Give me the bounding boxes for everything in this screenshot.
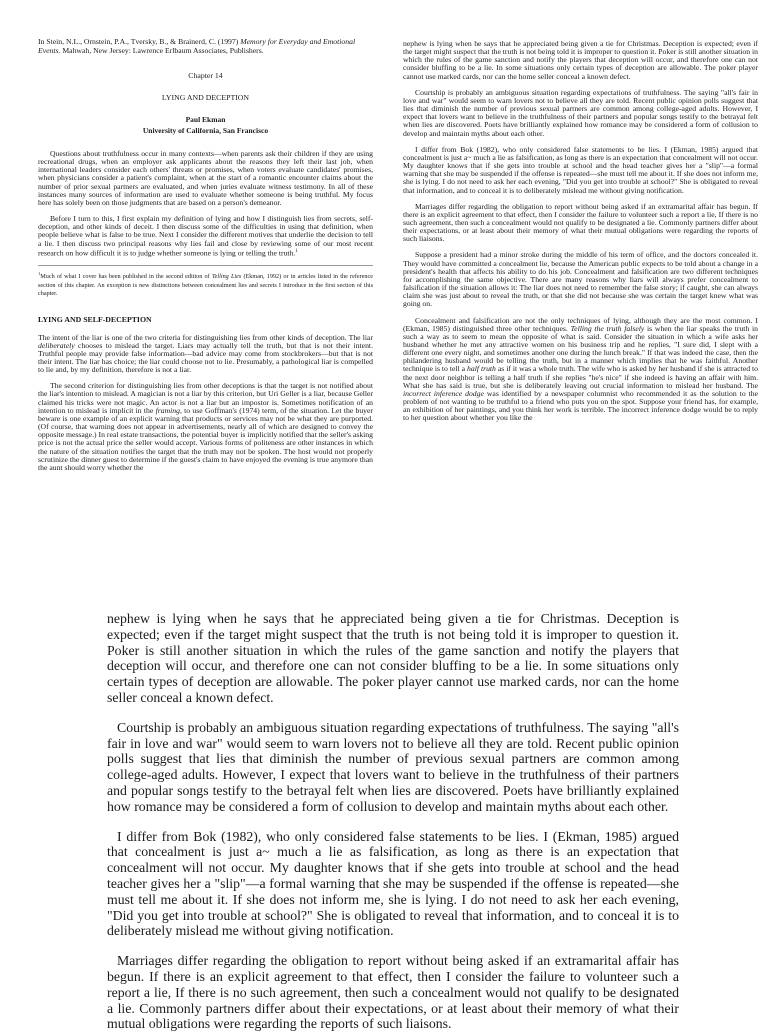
right-paragraph-marriages: Marriages differ regarding the obligation to report without being asked if an extramarital affair has begun. If there is an explicit agreement to that effect, then I consider the failure to volunteer such a report a lie, If there is no such agreement, then such a concealment would not qualify to be designated a lie. Commonly partners differ about their expectations, or at least about their memory of what their mutual obligations were regarding the reports of such liaisons. <box>403 201 758 244</box>
paragraph-text: Concealment and falsification are not the only techniques of lying, although they are the most common. I (Ekman, 1985) distinguished three other techniques. <box>403 315 758 333</box>
zoom-paragraph-bok: I differ from Bok (1982), who only considered false statements to be lies. I (Ekman, 1985) argued that concealment is just a~ much a lie as falsification, as long as there is an expectation that concealment will not occur. My daughter knows that if she gets into trouble at school and the head teacher gives her a "slip"—a formal warning that she may be suspended if the offense is repeated—she must tell me about it. If she does not inform me, she is lying. I do not need to ask her each evening, "Did you get into trouble at school?" She is obligated to reveal that information, and to conceal it is to deliberately mislead me without giving notification. <box>107 828 679 939</box>
intro-paragraph-2 <box>38 215 373 257</box>
intro-paragraph-2-text: Before I turn to this, I first explain my definition of lying and how I distinguish lies from secrets, self-deception, and other kinds of deceit. I then discuss some of the difficulties in using that definition, when people believe what is false to be true. Next I consider the different motives that underlie the decision to tell a lie. I then discuss two principal reasons why lies fail and close by reviewing some of our most recent research on how difficult it is to judge whether someone is lying or telling the truth. <box>38 214 373 258</box>
footnote-book-title: Telling Lies <box>211 273 242 281</box>
footnote-number: 1 <box>38 271 41 277</box>
chapter-title: LYING AND DECEPTION <box>161 93 250 102</box>
emphasis-text: half truth <box>467 364 496 374</box>
paragraph-text: , to use Goffman's (1974) term, of the situation. Let the buyer beware is one example of an explicit warning that products or services may not be what they are purported. (Of course, that warning does not appear in advertisements, nearly all of which are designed to convey the opposite message.) In real estate transactions, the potential buyer is implicitly notified that the seller's asking price is not the actual price the seller would accept. Various forms of politeness are other instances in which the nature of the situation notifies the target that the truth may not be spoken. The host would not properly scrutinize the dinner guest to determine if the guest's claim to have enjoyed the evening is true anymore than the aunt should worry whether the <box>38 405 373 472</box>
footnote <box>38 270 373 297</box>
footnote-text-a: Much of what I cover has been published in the second edition of <box>40 273 210 281</box>
emphasis-text: incorrect inference dodge <box>403 388 484 398</box>
footnote-marker: 1 <box>295 248 298 254</box>
emphasis-text: deliberately <box>38 340 75 350</box>
zoom-paragraph-marriages: Marriages differ regarding the obligation to report without being asked if an extramarital affair has begun. If there is an explicit agreement to that effect, then I consider the failure to volunteer such a report a lie, If there is no such agreement, then such a concealment would not qualify to be designated a lie. Commonly partners differ about their expectations, or at least about their memory of what their mutual obligations were regarding the reports of such liaisons. <box>107 953 679 1032</box>
intro-paragraph-1: Questions about truthfulness occur in many contexts—when parents ask their children if they are using recreational drugs, when an employer ask applicants about the reasons they left their last job, when international leaders consider each others' threats or promises, when voters evaluate candidates' promises, when physicians consider a patient's complaint, when at the start of a romantic encounter claims about the number of prior sexual partners are evaluated, and when juries evaluate witness testimony. In all of these instances many sources of information are used to evaluate whether someone is being truthful. My focus here has solely been on those judgments that are based on a person's demeanor. <box>38 149 373 207</box>
right-column <box>403 40 758 423</box>
citation <box>38 37 373 55</box>
citation-publisher: Mahwah, New Jersey: Lawrence Erlbaum Associates, Publishers. <box>62 46 264 55</box>
zoomed-excerpt <box>107 611 679 1032</box>
footnote-text-b: (Ekman, 1992) or in articles listed in the reference section of this chapter. An exception is new distinctions between concealment lies and secrets I introduce in the first section of this chapter. <box>38 273 374 297</box>
chapter-number: Chapter 14 <box>188 71 223 80</box>
emphasis-text: framing <box>155 405 180 415</box>
section-heading: LYING AND SELF-DECEPTION <box>38 314 152 324</box>
paragraph-text: The intent of the liar is one of the two criteria for distinguishing lies from other kinds of deception. The liar <box>38 332 373 342</box>
right-paragraph-courtship: Courtship is probably an ambiguous situation regarding expectations of truthfulness. The saying "all's fair in love and war" would seem to warn lovers not to believe all they are told. Recent public opinion polls suggest that lies that diminish the number of previous sexual partners are common among college-aged adults. However, I expect that lovers want to believe in the truthfulness of their partners and popular songs testify to the betrayal felt when lies are discovered. Poets have brilliantly explained how romance may be considered a form of collusion to develop and maintain myths about each other. <box>403 87 758 138</box>
left-column <box>38 37 373 472</box>
citation-book-title: Memory for Everyday and Emotional Events. <box>38 37 356 55</box>
author-affiliation: University of California, San Francisco <box>142 126 269 135</box>
author-name: Paul Ekman <box>185 115 226 124</box>
paragraph-text: chooses to mislead the target. Liars may actually tell the truth, but that is not their intent. Truthful people may provide false information—bad advice may come from stockbrokers—but that is not their intent. The liar has choice; the liar could choose not to lie. Presumably, a pathological liar is compelled to lie and, by my definition, therefore is not a liar. <box>38 340 373 375</box>
paragraph-text: The second criterion for distinguishing lies from other deceptions is that the target is not notified about the liar's intention to mislead. A magician is not a liar by this criterion, but Uri Geller is a liar, because Geller claimed his tricks were not magic. An actor is not a liar but an impostor is. Sometimes notification of an intention to mislead is implicit in the <box>38 381 373 415</box>
right-paragraph-bok: I differ from Bok (1982), who only considered false statements to be lies. I (Ekman, 1985) argued that concealment is just a~ much a lie as falsification, as long as there is an expectation that concealment will not occur. My daughter knows that if she gets into trouble at school and the head teacher gives her a "slip"—a formal warning that she may be suspended if the offense is repeated—she must tell me about it. If she does not inform me, she is lying. I do not need to ask her each evening, "Did you get into trouble at school?" She is obligated to reveal that information, and to conceal it is to deliberately mislead me without giving notification. <box>403 144 758 195</box>
paragraph-text: is when the liar speaks the truth in such a way as to seem to mean the opposite of what is said. Consider the situation in which a wife asks her husband whether he met any attractive women on his business trip and he replies, "I sure did, I slept with a different one every night, and sometimes another one during the lunch break." If that was indeed the case, then the philandering husband would be telling the truth, but in a manner which implies that he was faithful. Another technique is to tell a <box>403 323 759 374</box>
body-paragraph-criterion <box>38 382 373 472</box>
right-paragraph-1: nephew is lying when he says that he appreciated being given a tie for Christmas. Deception is expected; even if the target might suspect that the truth is not being told it is improper to question it. Poker is still another situation in which the rules of the game sanction and notify the players that deception will occur, and therefore one can not consider bluffing to be a lie. In some situations only certain types of deception are allowable. The poker player cannot use marked cards, nor can the home seller conceal a known defect. <box>403 39 758 81</box>
paragraph-text: was identified by a newspaper columnist who recommended it as the solution to the problem of not wanting to be truthful to a friend who puts you on the spot. Suppose your friend has, for example, an exhibition of her paintings, and you think her work is terrible. The incorrect inference dodge would be to reply to her question about whether you like the <box>403 388 759 423</box>
body-paragraph-intent <box>38 334 373 375</box>
right-paragraph-techniques <box>403 317 758 423</box>
zoom-paragraph-courtship: Courtship is probably an ambiguous situation regarding expectations of truthfulness. The saying "all's fair in love and war" would seem to warn lovers not to believe all they are told. Recent public opinion polls suggest that lies that diminish the number of previous sexual partners are common among college-aged adults. However, I expect that lovers want to believe in the truthfulness of their partners and popular songs testify to the betrayal felt when lies are discovered. Poets have brilliantly explained how romance may be considered a form of collusion to develop and maintain myths about each other. <box>107 719 679 814</box>
emphasis-text: Telling the truth falsely <box>570 323 645 333</box>
right-paragraph-president: Suppose a president had a minor stroke during the middle of his term of office, and the doctors concealed it. They would have committed a concealment lie, because the American public expects to be told about a change in a president's health that affects his ability to do his job. Concealment and falsification are two different techniques for accomplishing the same objective. There are many reasons why liars will always prefer concealment to falsification if the situation allows it: The liar does not need to remember the false story; if caught, she can always claim she was just about to reveal the truth, or that she did not because she was certain the target knew what was going on. <box>403 250 758 309</box>
zoom-paragraph-1: nephew is lying when he says that he appreciated being given a tie for Christmas. Deception is expected; even if the target might suspect that the truth is not being told it is improper to question it. Poker is still another situation in which the rules of the game sanction and notify the players that deception will occur, and therefore one can not consider bluffing to be a lie. In some situations only certain types of deception are allowable. The poker player cannot use marked cards, nor can the home seller conceal a known defect. <box>107 611 679 705</box>
footnote-divider <box>38 265 373 266</box>
citation-authors: In Stein, N.L., Ornstein, P.A., Tversky, B., & Brainerd, C. (1997) <box>38 37 239 46</box>
paragraph-text: as if it was a whole truth. The wife who is asked by her husband if she is attracted to the next door neighbor is telling a half truth if she replies "he's nice" if she indeed is having an affair with him. What she has said is true, but she is deliberately leaving out crucial information to mislead her husband. The <box>403 364 759 390</box>
